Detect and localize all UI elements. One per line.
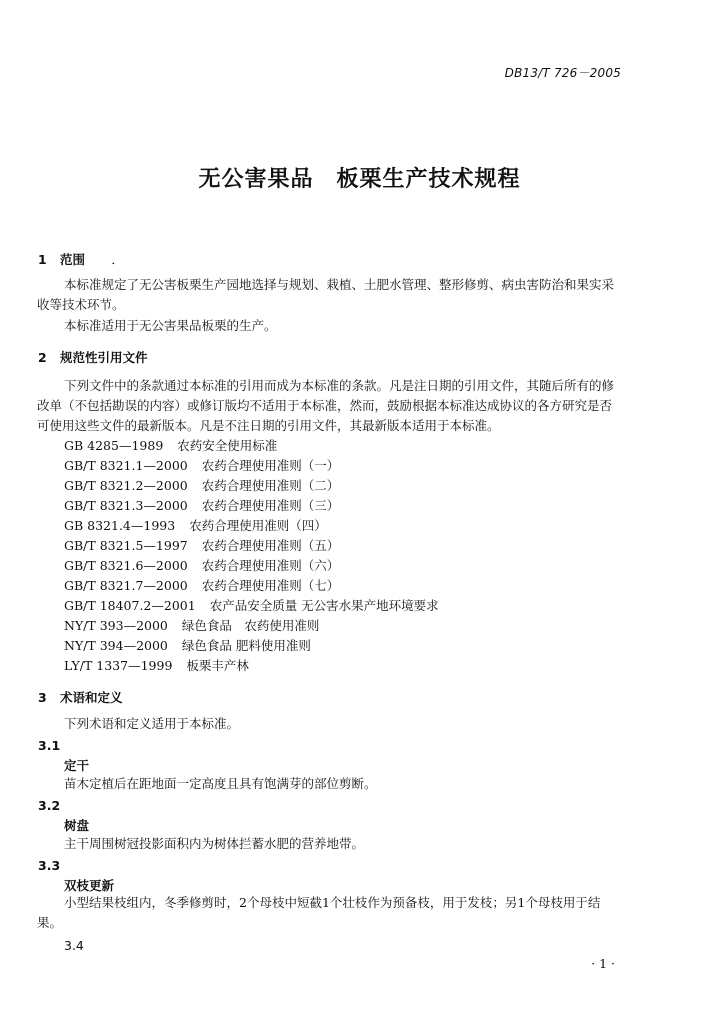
section-heading-scope [38,250,124,268]
ref-code: GB 8321.4—1993 [64,518,176,533]
term-name: 双枝更新 [64,878,115,893]
section-title: 术语和定义 [60,690,123,705]
section-heading-terms [38,688,123,706]
ref-code: NY/T 393—2000 [64,618,168,633]
ref-code: GB 4285—1989 [64,438,164,453]
reference-item [64,656,249,674]
ref-code: GB/T 18407.2—2001 [64,598,196,613]
paragraph: 本标准适用于无公害果品板栗的生产。 [64,318,277,333]
ref-code: GB/T 8321.5—1997 [64,538,188,553]
ref-name: 农药合理使用准则（六） [201,558,340,573]
reference-item [64,496,339,514]
ref-code: GB/T 8321.2—2000 [64,478,188,493]
section-number: 2 [38,350,47,365]
section-title: 规范性引用文件 [60,350,148,365]
ref-name: 板栗丰产林 [186,658,249,673]
paragraph: 下列术语和定义适用于本标准。 [64,716,240,731]
reference-item [64,436,277,454]
reference-item [64,476,339,494]
section-mark: ． [111,252,124,267]
ref-code: GB/T 8321.7—2000 [64,578,188,593]
reference-item [64,536,339,554]
reference-item [64,636,311,654]
reference-item [64,456,339,474]
ref-name: 农药合理使用准则（四） [189,518,327,533]
document-title: 无公害果品 板栗生产技术规程 [198,167,521,192]
ref-name: 农药合理使用准则（五） [201,538,340,553]
section-number: 3 [38,690,47,705]
paragraph: 本标准规定了无公害板栗生产园地选择与规划、栽植、土肥水管理、整形修剪、病虫害防治和果实采收等技术环节。 [37,277,615,312]
reference-item [64,576,339,594]
reference-item [64,556,339,574]
section-title: 范围 [60,252,86,267]
ref-name: 绿色食品 肥料使用准则 [181,638,311,653]
term-definition: 苗木定植后在距地面一定高度且具有饱满芽的部位剪断。 [64,776,377,791]
term-number: 3.2 [38,798,61,813]
ref-name: 农药合理使用准则（七） [201,578,340,593]
ref-code: GB/T 8321.6—2000 [64,558,188,573]
reference-item [64,596,439,614]
term-name: 树盘 [64,818,90,833]
ref-name: 农药合理使用准则（一） [201,458,340,473]
ref-code: LY/T 1337—1999 [64,658,173,673]
term-number: 3.1 [38,738,61,753]
reference-item [64,616,319,634]
ref-name: 绿色食品 农药使用准则 [181,618,320,633]
term-definition: 主干周围树冠投影面积内为树体拦蓄水肥的营养地带。 [64,836,365,851]
paragraph: 下列文件中的条款通过本标准的引用而成为本标准的条款。凡是注日期的引用文件，其随后所有的修改单（不包括勘误的内容）或修订版均不适用于本标准，然而，鼓励根据本标准达成协议的各方研究是否可使用这些文件的最新版本。凡是不注日期的引用文件，其最新版本适用于本标准。 [37,378,615,433]
ref-name: 农药安全使用标准 [177,438,278,453]
term-definition: 小型结果枝组内，冬季修剪时，2个母枝中短截1个壮枝作为预备枝，用于发枝；另1个母枝用于结果。 [37,895,601,930]
ref-code: NY/T 394—2000 [64,638,168,653]
ref-name: 农药合理使用准则（三） [201,498,340,513]
term-name: 定干 [64,758,90,773]
ref-name: 农产品安全质量 无公害水果产地环境要求 [209,598,439,613]
reference-item [64,516,327,534]
ref-code: GB/T 8321.3—2000 [64,498,188,513]
ref-name: 农药合理使用准则（二） [201,478,340,493]
section-number: 1 [38,252,47,267]
ref-code: GB/T 8321.1—2000 [64,458,188,473]
term-number: 3.3 [38,858,61,873]
page-number: · 1 · [591,956,615,971]
section-heading-references [38,348,148,366]
standard-code: DB13/T 726－2005 [504,66,621,80]
term-number: 3.4 [64,938,84,953]
